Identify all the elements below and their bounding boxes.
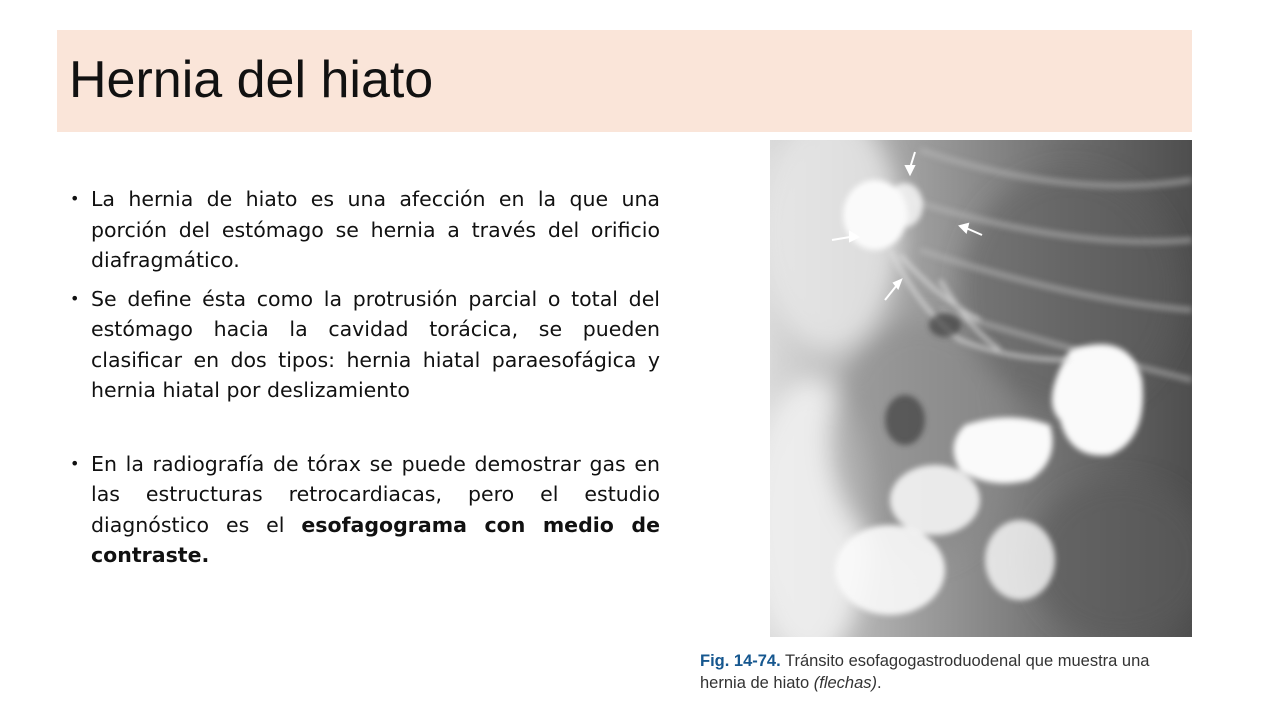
caption-text: Tránsito esofagogastroduodenal que muestra una hernia de hiato — [700, 652, 1150, 692]
bullet-item-definition: • La hernia de hiato es una afección en la que una porción del estómago se hernia a través del orificio diafragmático. — [70, 184, 660, 276]
bullet-bold-text: esofagograma con medio de contraste. — [91, 512, 660, 567]
bullet-item-classification: • Se define ésta como la protrusión parcial o total del estómago hacia la cavidad torácica, se pueden clasificar en dos tipos: hernia hiatal paraesofágica y hernia hiatal por deslizamiento — [70, 284, 660, 406]
bullet-list — [70, 184, 660, 571]
xray-image — [770, 140, 1192, 637]
figure-label: Fig. 14-74. — [700, 652, 781, 670]
bullet-text: En la radiografía de tórax se puede demostrar gas en las estructuras retrocardiacas, pero el estudio diagnóstico es el — [91, 451, 660, 537]
caption-italic: (flechas) — [813, 674, 878, 692]
figure-caption — [700, 650, 1180, 694]
title-bar — [57, 30, 1192, 132]
bullet-item-diagnosis — [70, 449, 660, 571]
caption-end: . — [877, 674, 882, 692]
slide-title: Hernia del hiato — [69, 51, 434, 109]
